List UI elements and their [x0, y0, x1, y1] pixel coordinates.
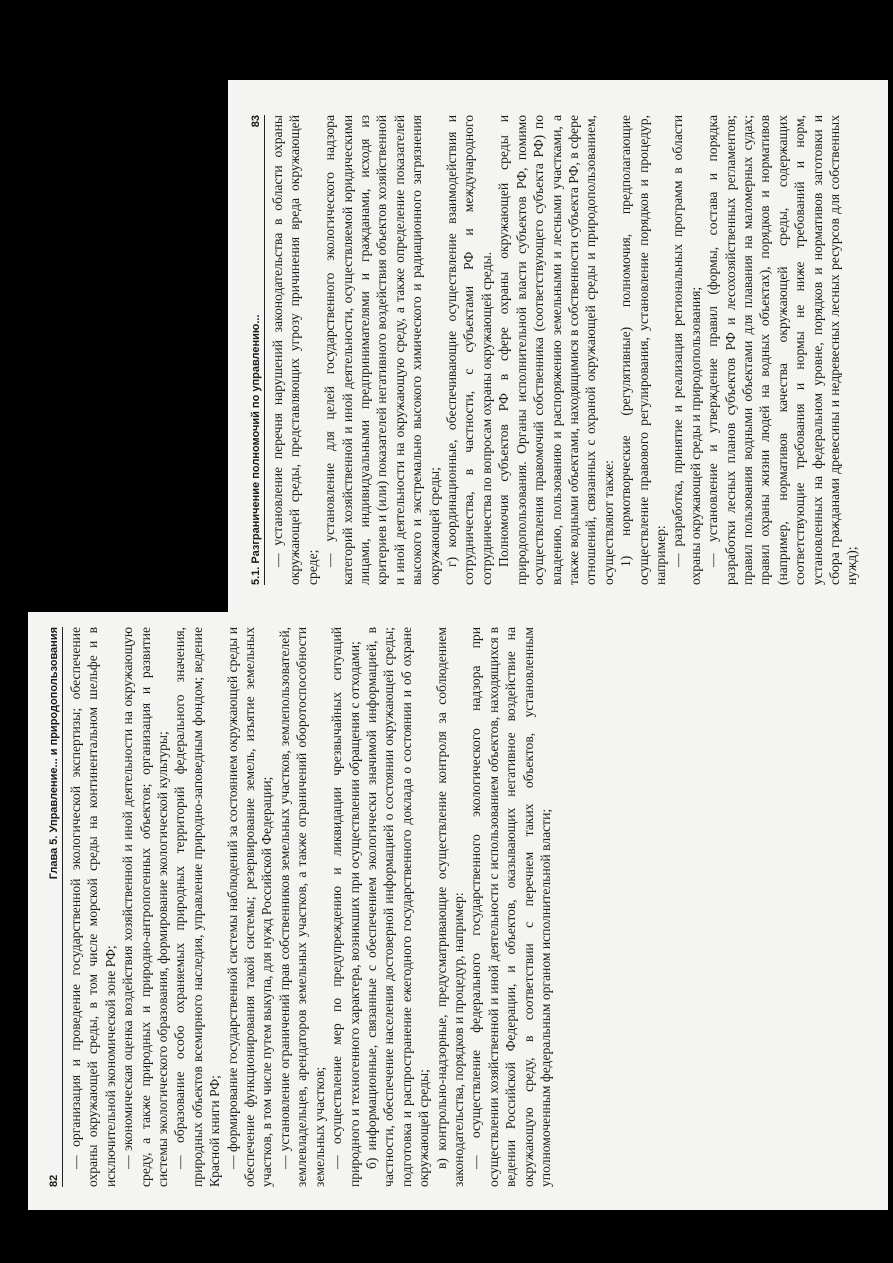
- page-number: 83: [250, 115, 262, 128]
- paragraph: — осуществление мер по предупреждению и ликвидации чрезвычайных ситуаций природного и техногенного характера, возникших при осуществлении обращения с отходами;: [329, 627, 362, 1187]
- chapter-title: Глава 5. Управление... и природопользования: [48, 627, 60, 880]
- paragraph: 1) нормотворческие (регулятивные) полномочия, предполагающие осуществление правового регулирования, установление порядков и процедур, например:: [618, 115, 668, 585]
- page-number: 82: [48, 1174, 60, 1187]
- running-header: [48, 627, 63, 1187]
- paragraph: — установление ограничений прав собственников земельных участков, землепользователей, землевладельцев, арендаторов земельных участков, а также ограничений оборотоспособности земельных участков;: [276, 627, 327, 1187]
- right-page-content: [250, 115, 870, 585]
- running-header: [250, 115, 265, 585]
- paragraph: — установление перечня нарушений законодательства в области охраны окружающей среды, представляющих угрозу причинения вреда окружающей среде;: [270, 115, 320, 585]
- paragraph: — установление и утверждение правил (формы, состава и порядка разработки лесных планов субъектов РФ и лесохозяйственных регламентов; правил пользования водными объектами для плавания на маломерных судах; правил охраны жизни людей на водных объектах), порядков и нормативов (например, нормативов качества окружающей среды, содержащих соответствующие требования и нормы не ниже требований и норм, установленных на федеральном уровне, порядков и нормативов заготовки и сбора гражданами древесины и недревесных лесных ресурсов для собственных нужд);: [705, 115, 860, 585]
- paragraph: — формирование государственной системы наблюдений за состоянием окружающей среды и обеспечение функционирования такой системы; резервирование земель, изъятие земельных участков, в том числе путем выкупа, для нужд Российской Федерации;: [224, 627, 275, 1187]
- body-text: [269, 115, 861, 585]
- left-page: [28, 612, 888, 1210]
- paragraph: в) контрольно-надзорные, предусматривающие осуществление контроля за соблюдением законодательства, порядков и процедур, например:: [433, 627, 466, 1187]
- paragraph: — разработка, принятие и реализация региональных программ в области охраны окружающей среды и природопользования;: [670, 115, 703, 585]
- paragraph: Полномочия субъектов РФ в сфере охраны окружающей среды и природопользования. Органы исполнительной власти субъектов РФ, помимо осуществления правомочий собственника (соответствующего субъекта РФ) по владению, пользованию и распоряжению земельными и лесными участками, а также водными объектами, находящимися в собственности субъекта РФ, в сфере отношений, связанных с охраной окружающей среды и природопользованием, осуществляют также:: [496, 115, 616, 585]
- section-title: 5.1. Разграничение полномочий по управлению...: [250, 314, 262, 585]
- paragraph: б) информационные, связанные с обеспечением экологически значимой информацией, в частности, обеспечение населения достоверной информацией о состоянии окружающей среды; подготовка и распространение ежегодного государственного доклада о состоянии и об охране окружающей среды;: [363, 627, 432, 1187]
- right-page: [228, 80, 888, 612]
- paragraph: г) координационные, обеспечивающие осуществление взаимодействия и сотрудничества, в частности, с субъектами РФ и международного сотрудничества по вопросам охраны окружающей среды.: [444, 115, 494, 585]
- paragraph: — осуществление федерального государственного экологического надзора при осуществлении хозяйственной и иной деятельности с использованием объектов, находящихся в ведении Российской Федерации, и объектов, оказывающих негативное воздействие на окружающую среду, в соответствии с перечнем таких объектов, установленным уполномоченным федеральным органом исполнительной власти;: [468, 627, 553, 1187]
- paragraph: — экономическая оценка воздействия хозяйственной и иной деятельности на окружающую среду, а также природных и природно-антропогенных объектов; организация и развитие системы экологического образования, формирование экологической культуры;: [120, 627, 171, 1187]
- paragraph: — образование особо охраняемых природных территорий федерального значения, природных объектов всемирного наследия, управление природно-заповедным фондом; ведение Красной книги РФ;: [172, 627, 223, 1187]
- paragraph: — организация и проведение государственной экологической экспертизы; обеспечение охраны окружающей среды, в том числе морской среды на континентальном шельфе и в исключительной экономической зоне РФ;: [68, 627, 118, 1187]
- left-page-content: [48, 627, 868, 1187]
- body-text: [67, 627, 554, 1187]
- paragraph: — установление для целей государственного экологического надзора категорий хозяйственной и иной деятельности, осуществляемой юридическими лицами, индивидуальными предпринимателями и гражданами, исходя из критериев и (или) показателей негативного воздействия объектов хозяйственной и иной деятельности на окружающую среду, а также определение показателей высокого и экстремально высокого химического и радиационного загрязнения окружающей среды;: [322, 115, 442, 585]
